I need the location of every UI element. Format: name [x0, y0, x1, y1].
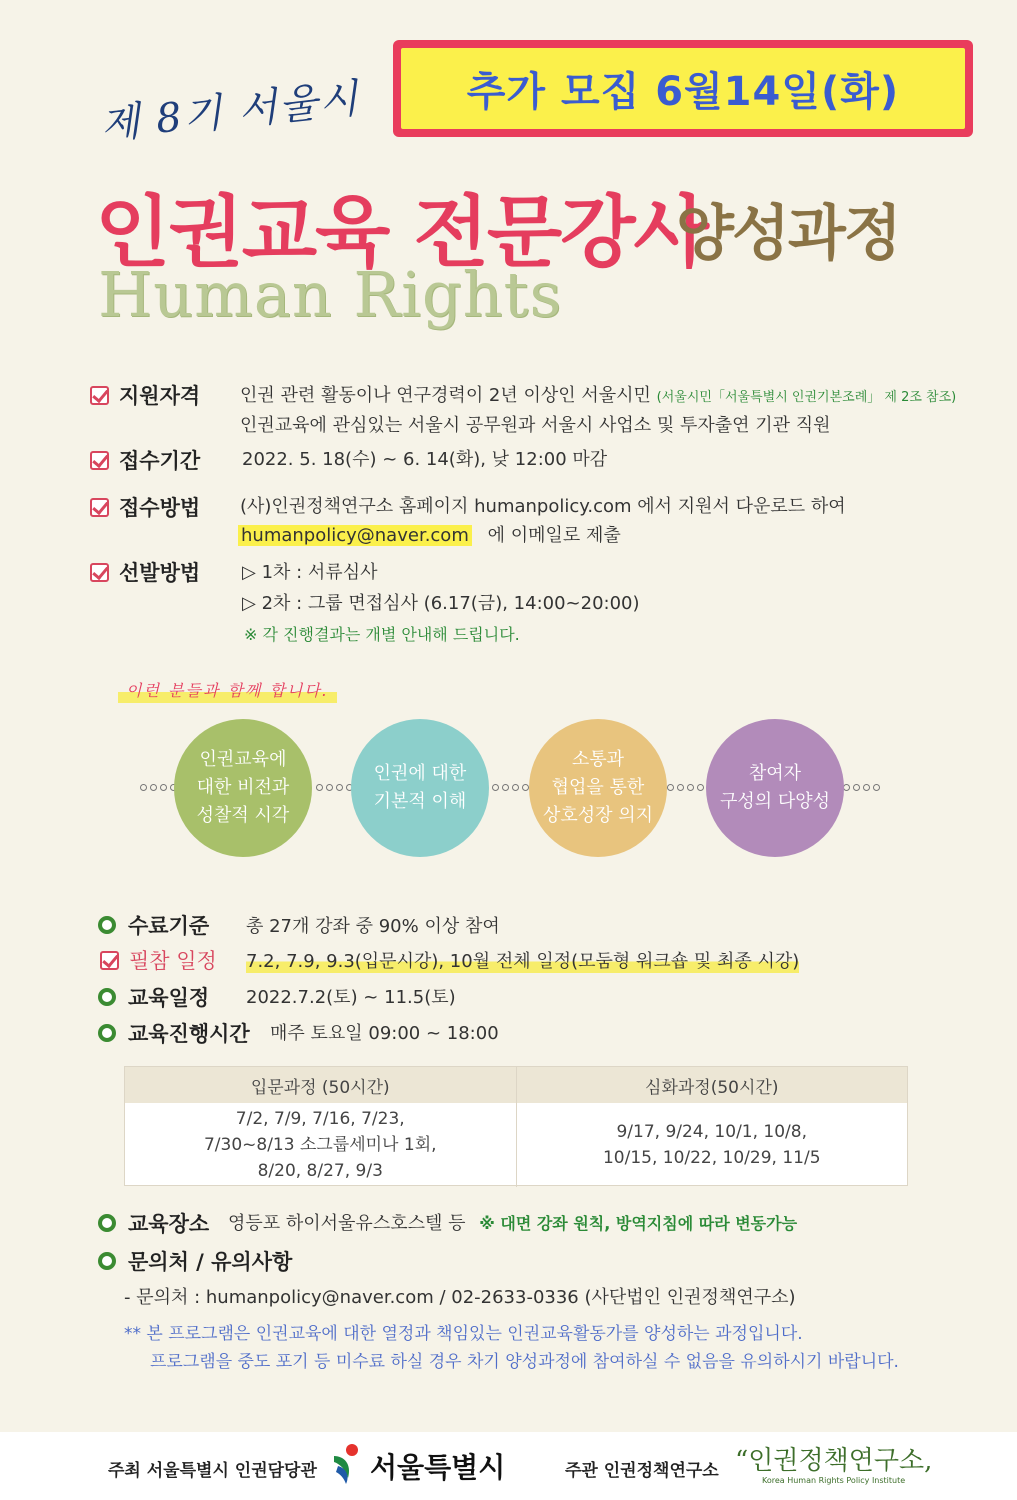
checkbox-icon [90, 498, 109, 517]
required-text: 7.2, 7.9, 9.3(입문시강), 10월 전체 일정(모둠형 워크숍 및 최종 시강) [246, 947, 799, 973]
completion-label-row [98, 910, 209, 940]
venue-label: 교육장소 [128, 1212, 210, 1236]
required-label: 필참 일정 [129, 949, 217, 973]
eligibility-note: (서울시민「서울특별시 인권기본조례」 제 2조 참조) [656, 390, 957, 405]
recruit-banner [393, 40, 973, 137]
method-line1: (사)인권정책연구소 홈페이지 humanpolicy.com 에서 지원서 다운로드 하여 [240, 496, 846, 517]
table-row [125, 1103, 907, 1187]
hpi-logo-sub: Korea Human Rights Policy Institute [762, 1476, 906, 1485]
bullet-icon [98, 1252, 116, 1270]
period-label: 접수기간 [119, 449, 201, 473]
eligibility-line2: 인권교육에 관심있는 서울시 공무원과 서울시 사업소 및 투자출연 기관 직원 [240, 415, 831, 436]
table-cell-basic: 7/2, 7/9, 7/16, 7/23, 7/30~8/13 소그룹세미나 1회, 8/20, 8/27, 9/3 [125, 1103, 517, 1187]
circle-growth: 소통과 협업을 통한 상호성장 의지 [529, 719, 667, 857]
eligibility-label-row [90, 380, 200, 410]
contact-text: - 문의처 : humanpolicy@naver.com / 02-2633-0336 (사단법인 인권정책연구소) [124, 1287, 796, 1308]
schedule-label: 교육일정 [128, 986, 210, 1010]
table-header-advanced: 심화과정(50시간) [645, 1077, 779, 1098]
seoul-logo-text: 서울특별시 [370, 1451, 506, 1484]
time-text: 매주 토요일 09:00 ~ 18:00 [270, 1023, 499, 1044]
notice-line2: 프로그램을 중도 포기 등 미수료 하실 경우 차기 양성과정에 참여하실 수 없음을 유의하시기 바랍니다. [150, 1352, 899, 1372]
host-label: 주최 서울특별시 인권담당관 [108, 1461, 317, 1481]
schedule-table [124, 1066, 908, 1186]
selection-note: ※ 각 진행결과는 개별 안내해 드립니다. [244, 625, 520, 644]
period-label-row [90, 445, 200, 475]
venue-text: 영등포 하이서울유스호스텔 등 [228, 1213, 466, 1234]
table-header-basic: 입문과정 (50시간) [125, 1067, 517, 1103]
required-label-row [100, 945, 217, 975]
method-email-link[interactable]: humanpolicy@naver.com [238, 525, 472, 546]
table-cell-advanced: 9/17, 9/24, 10/1, 10/8, 10/15, 10/22, 10/29, 11/5 [602, 1122, 821, 1168]
completion-label: 수료기준 [128, 914, 210, 938]
banner-text: 추가 모집 6월14일(화) [399, 46, 967, 131]
checkbox-icon [100, 951, 119, 970]
circle-understanding: 인권에 대한 기본적 이해 [351, 719, 489, 857]
organizer-label: 주관 인권정책연구소 [565, 1461, 719, 1481]
method-label-row [90, 492, 200, 522]
footer [0, 1432, 1017, 1500]
selection-line1: ▷ 1차 : 서류심사 [242, 562, 378, 583]
eligibility-line1: 인권 관련 활동이나 연구경력이 2년 이상인 서울시민 (서울시민「서울특별시 인권기본조례」 제 2조 참조) [240, 385, 957, 406]
selection-label: 선발방법 [119, 561, 201, 585]
venue-note: ※ 대면 강좌 원칙, 방역지침에 따라 변동가능 [479, 1214, 798, 1233]
bullet-icon [98, 1024, 116, 1042]
contact-label: 문의처 / 유의사항 [128, 1250, 293, 1274]
venue-line [228, 1209, 797, 1235]
notice-line1: ** 본 프로그램은 인권교육에 대한 열정과 책임있는 인권교육활동가를 양성하는 과정입니다. [124, 1324, 803, 1344]
page-title: 인권교육 전문강사 [95, 188, 707, 278]
checkbox-icon [90, 451, 109, 470]
seoul-logo-icon [330, 1442, 366, 1486]
period-text: 2022. 5. 18(수) ~ 6. 14(화), 낮 12:00 마감 [242, 449, 608, 470]
circle-vision: 인권교육에 대한 비전과 성찰적 시각 [174, 719, 312, 857]
bullet-icon [98, 1214, 116, 1232]
selection-line2: ▷ 2차 : 그룹 면접심사 (6.17(금), 14:00~20:00) [242, 593, 640, 614]
hpi-logo-text: “인권정책연구소, [735, 1446, 933, 1476]
time-label-row [98, 1018, 250, 1048]
schedule-label-row [98, 982, 209, 1012]
eligibility-label: 지원자격 [119, 384, 201, 408]
venue-label-row [98, 1208, 209, 1238]
time-label: 교육진행시간 [128, 1022, 250, 1046]
bullet-icon [98, 916, 116, 934]
selection-label-row [90, 557, 200, 587]
method-line2: humanpolicy@naver.com 에 이메일로 제출 [238, 521, 621, 547]
completion-text: 총 27개 강좌 중 90% 이상 참여 [246, 916, 500, 937]
page-title-sub: 양성과정 [676, 199, 900, 269]
method-label: 접수방법 [119, 496, 201, 520]
circle-diversity: 참여자 구성의 다양성 [706, 719, 844, 857]
checkbox-icon [90, 386, 109, 405]
generation-text: 제 8기 서울시 [98, 75, 363, 149]
contact-label-row [98, 1246, 292, 1276]
bullet-icon [98, 988, 116, 1006]
together-label: 이런 분들과 함께 합니다. [118, 676, 337, 703]
schedule-text: 2022.7.2(토) ~ 11.5(토) [246, 987, 456, 1008]
table-header [125, 1067, 907, 1103]
human-rights-wordmark: Human Rights [98, 258, 563, 331]
checkbox-icon [90, 563, 109, 582]
